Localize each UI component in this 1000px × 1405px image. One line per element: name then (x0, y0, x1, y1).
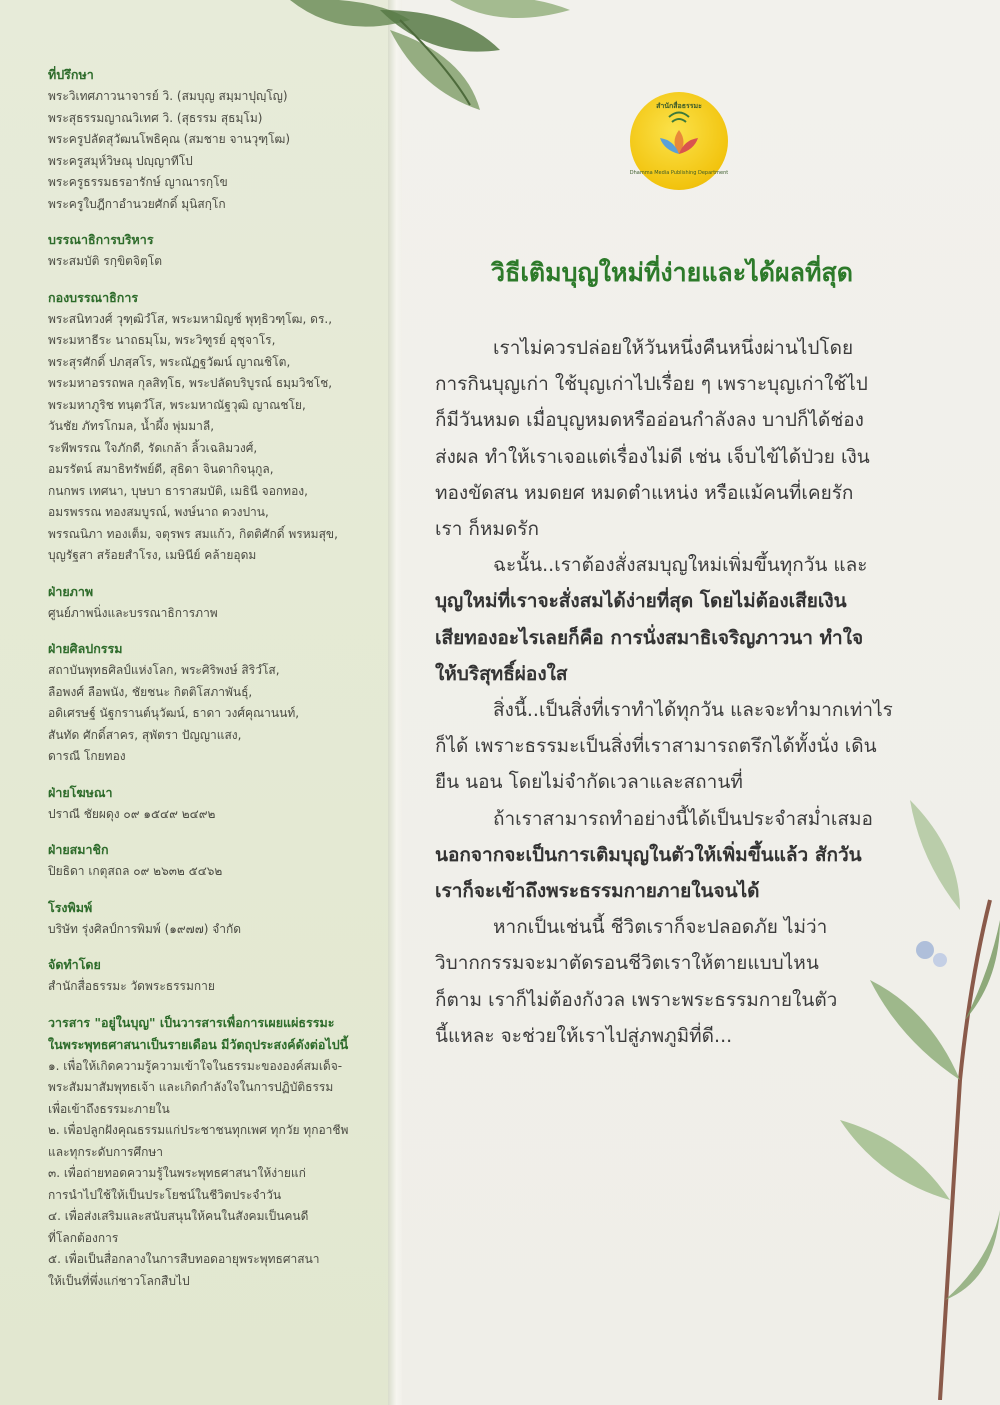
credit-line: ดารณี โกยทอง (48, 749, 126, 763)
credit-line: บุญรัฐสา สร้อยสำโรง, เมษินีย์ คล้ายอุดม (48, 548, 257, 562)
credit-line: อมรรัตน์ สมาธิทรัพย์ดี, สุธิดา จินดากิจนุกูล, (48, 462, 274, 476)
page-divider (388, 0, 402, 1405)
text-line: ถ้าเราสามารถทำอย่างนี้ได้เป็นประจำสม่ำเสมอ (493, 807, 873, 830)
credit-line: บริษัท รุ่งศิลป์การพิมพ์ (๑๙๗๗) จำกัด (48, 921, 242, 936)
section-title: โรงพิมพ์ (48, 899, 93, 915)
section-title: วารสาร "อยู่ในบุญ" เป็นวารสารเพื่อการเผยแผ่ธรรมะ (48, 1014, 335, 1030)
section-title: บรรณาธิการบริหาร (48, 232, 154, 247)
logo-text-bottom: Dhamma Media Publishing Department (630, 170, 728, 176)
credit-line: ระพีพรรณ ใจภักดี, รัดเกล้า ลิ้วเฉลิมวงศ์, (48, 440, 258, 455)
objective-line: ๑. เพื่อให้เกิดความรู้ความเข้าใจในธรรมะขององค์สมเด็จ- (48, 1058, 343, 1073)
text-line: สิ่งนี้..เป็นสิ่งที่เราทำได้ทุกวัน และจะทำมากเท่าไร (493, 699, 893, 722)
credit-line: พระมหาธีระ นาถธมฺโม, พระวิฑูรย์ อุชุจาโร, (48, 333, 276, 347)
objective-line: ๔. เพื่อส่งเสริมและสนับสนุนให้คนในสังคมเป็นคนดี (48, 1209, 309, 1223)
credit-line: อมรพรรณ ทองสมบูรณ์, พงษ์นาถ ดวงปาน, (48, 505, 269, 519)
article-paragraph (435, 909, 925, 1054)
text-line: ยืน นอน โดยไม่จำกัดเวลาและสถานที่ (435, 771, 743, 794)
credits-section-membership (48, 839, 378, 883)
text-line: การกินบุญเก่า ใช้บุญเก่าไปเรื่อย ๆ เพราะบุญเก่าใช้ไป (435, 373, 868, 396)
credit-line: ปราณี ชัยผดุง ๐๙ ๑๕๔๙ ๒๔๙๒ (48, 806, 216, 821)
credit-line: พระสุธรรมญาณวิเทศ วิ. (สุธรรม สุธมฺโม) (48, 110, 263, 125)
credit-line: สถาบันพุทธศิลป์แห่งโลก, พระศิริพงษ์ สิริวํโส, (48, 663, 280, 677)
credits-section-objectives (48, 1012, 378, 1293)
section-title: ฝ่ายโฆษณา (48, 784, 113, 800)
text-line: ฉะนั้น..เราต้องสั่งสมบุญใหม่เพิ่มขึ้นทุกวัน และ (493, 554, 868, 577)
credit-line: สำนักสื่อธรรมะ วัดพระธรรมกาย (48, 979, 215, 993)
credit-line: พระครูธรรมธรอารักษ์ ญาณารกฺโข (48, 175, 228, 189)
section-title: ในพระพุทธศาสนาเป็นรายเดือน มีวัตถุประสงค์ดังต่อไปนี้ (48, 1036, 349, 1052)
objective-line: ๕. เพื่อเป็นสื่อกลางในการสืบทอดอายุพระพุทธศาสนา (48, 1252, 320, 1266)
text-line: ก็ได้ เพราะธรรมะเป็นสิ่งที่เราสามารถตรึกได้ทั้งนั่ง เดิน (435, 735, 877, 758)
dhamma-media-logo (630, 92, 728, 190)
credits-section-editor (48, 229, 378, 273)
lotus-icon (630, 92, 728, 190)
bold-text-line: เสียทองอะไรเลยก็คือ การนั่งสมาธิเจริญภาวนา ทำใจ (435, 626, 864, 649)
credit-line: สันทัด ศักดิ์สาคร, สุพัตรา ปัญญาแสง, (48, 727, 242, 742)
credit-line: พระวิเทศภาวนาจารย์ วิ. (สมบุญ สมฺมาปุญฺโญ) (48, 89, 288, 103)
bold-text-line: บุญใหม่ที่เราจะสั่งสมได้ง่ายที่สุด โดยไม่ต้องเสียเงิน (435, 590, 847, 613)
text-line: นี้แหละ จะช่วยให้เราไปสู่ภพภูมิที่ดี... (435, 1024, 733, 1047)
article-paragraph (435, 692, 925, 801)
text-line: ก็มีวันหมด เมื่อบุญหมดหรืออ่อนกำลังลง บาปก็ได้ช่อง (435, 409, 864, 432)
credit-line: พระสนิทวงศ์ วุฑฺฒิวํโส, พระมหามิญช์ พุทฺธิวฑฺโฒ, ดร., (48, 311, 333, 326)
credits-section-printer (48, 897, 378, 941)
section-title: ฝ่ายศิลปกรรม (48, 641, 123, 656)
credit-line: พระสมบัติ รกฺขิตจิตฺโต (48, 254, 163, 268)
bold-text-line: นอกจากจะเป็นการเติมบุญในตัวให้เพิ่มขึ้นแล้ว สักวัน (435, 843, 862, 866)
credit-line: พรรณนิภา ทองเต็ม, จตุรพร สมแก้ว, กิตติศักดิ์ พรหมสุข, (48, 526, 338, 541)
text-line: เรา ก็หมดรัก (435, 518, 540, 541)
credit-line: อดิเศรษฐ์ นัฐกรานต์นุวัฒน์, ธาดา วงศ์คุณานนท์, (48, 706, 300, 720)
objective-line: ที่โลกต้องการ (48, 1230, 119, 1245)
text-line: ส่งผล ทำให้เราเจอแต่เรื่องไม่ดี เช่น เจ็บไข้ได้ป่วย เงิน (435, 445, 870, 468)
section-title: กองบรรณาธิการ (48, 289, 139, 305)
objective-line: ให้เป็นที่พึ่งแก่ชาวโลกสืบไป (48, 1273, 190, 1288)
section-title: จัดทำโดย (48, 957, 101, 972)
credit-line: ปิยธิดา เกตุสถล ๐๙ ๒๖๓๒ ๕๔๖๒ (48, 864, 223, 878)
article-paragraph (435, 801, 925, 910)
article-paragraph (435, 547, 925, 692)
credit-line: พระมหาภูริช ทนฺตวํโส, พระมหาณัฐวุฒิ ญาณชโย, (48, 397, 306, 412)
credit-line: ลือพงศ์ ลือพนัง, ชัยชนะ กิตติโสภาพันธุ์, (48, 684, 253, 699)
text-line: หากเป็นเช่นนี้ ชีวิตเราก็จะปลอดภัย ไม่ว่า (493, 916, 828, 939)
credit-line: พระครูสมุห์วิษณุ ปญฺญาทีโป (48, 153, 193, 168)
objective-line: เพื่อเข้าถึงธรรมะภายใน (48, 1101, 170, 1116)
bold-text-line: เราก็จะเข้าถึงพระธรรมกายภายในจนได้ (435, 880, 760, 903)
credits-section-advertising (48, 782, 378, 826)
credit-line: พระมหาอรรถพล กุลสิทฺโธ, พระปลัดบริบูรณ์ ธมฺมวิชโช, (48, 376, 333, 390)
objective-line: พระสัมมาสัมพุทธเจ้า และเกิดกำลังใจในการปฏิบัติธรรม (48, 1080, 334, 1094)
credits-section-art (48, 638, 378, 768)
credits-section-producer (48, 954, 378, 998)
credit-line: พระครูใบฎีกาอำนวยศักดิ์ มุนิสกฺโก (48, 196, 226, 211)
section-title: ที่ปรึกษา (48, 67, 94, 82)
credit-line: วันชัย ภัทรโกมล, น้ำผึ้ง พุ่มมาลี, (48, 419, 215, 433)
objective-line: การนำไปใช้ให้เป็นประโยชน์ในชีวิตประจำวัน (48, 1187, 282, 1202)
credit-line: พระครูปลัดสุวัฒนโพธิคุณ (สมชาย จานวุฑฺโฒ) (48, 132, 291, 146)
text-line: วิบากกรรมจะมาตัดรอนชีวิตเราให้ตายแบบไหน (435, 952, 819, 975)
section-title: ฝ่ายภาพ (48, 583, 94, 599)
credits-section-advisors (48, 64, 378, 215)
objective-line: ๓. เพื่อถ่ายทอดความรู้ในพระพุทธศาสนาให้ง่ายแก่ (48, 1166, 306, 1180)
text-line: เราไม่ควรปล่อยให้วันหนึ่งคืนหนึ่งผ่านไปโดย (493, 337, 854, 359)
article-title: วิธีเติมบุญใหม่ที่ง่ายและได้ผลที่สุด (491, 258, 853, 287)
objective-line: และทุกระดับการศึกษา (48, 1144, 163, 1159)
bold-text-line: ให้บริสุทธิ์ผ่องใส (435, 662, 568, 685)
text-line: ก็ตาม เราก็ไม่ต้องกังวล เพราะพระธรรมกายในตัว (435, 988, 838, 1011)
credit-line: กนกพร เทศนา, บุษบา ธาราสมบัติ, เมธินี จอกทอง, (48, 483, 308, 498)
credit-line: พระสุรศักดิ์ ปภสฺสโร, พระณัฏฐวัฒน์ ญาณชิโต, (48, 354, 291, 369)
logo-text-top: สำนักสื่อธรรมะ (656, 102, 702, 110)
text-line: ทองขัดสน หมดยศ หมดตำแหน่ง หรือแม้คนที่เคยรัก (435, 481, 854, 504)
credit-line: ศูนย์ภาพนิ่งและบรรณาธิการภาพ (48, 605, 218, 620)
credits-section-editorial-board (48, 287, 378, 567)
article-body (435, 330, 925, 1054)
credits-section-photo (48, 581, 378, 625)
section-title: ฝ่ายสมาชิก (48, 842, 109, 857)
article-paragraph (435, 330, 925, 547)
objective-line: ๒. เพื่อปลูกฝังคุณธรรมแก่ประชาชนทุกเพศ ทุกวัย ทุกอาชีพ (48, 1123, 349, 1137)
credits-list (48, 64, 378, 1306)
